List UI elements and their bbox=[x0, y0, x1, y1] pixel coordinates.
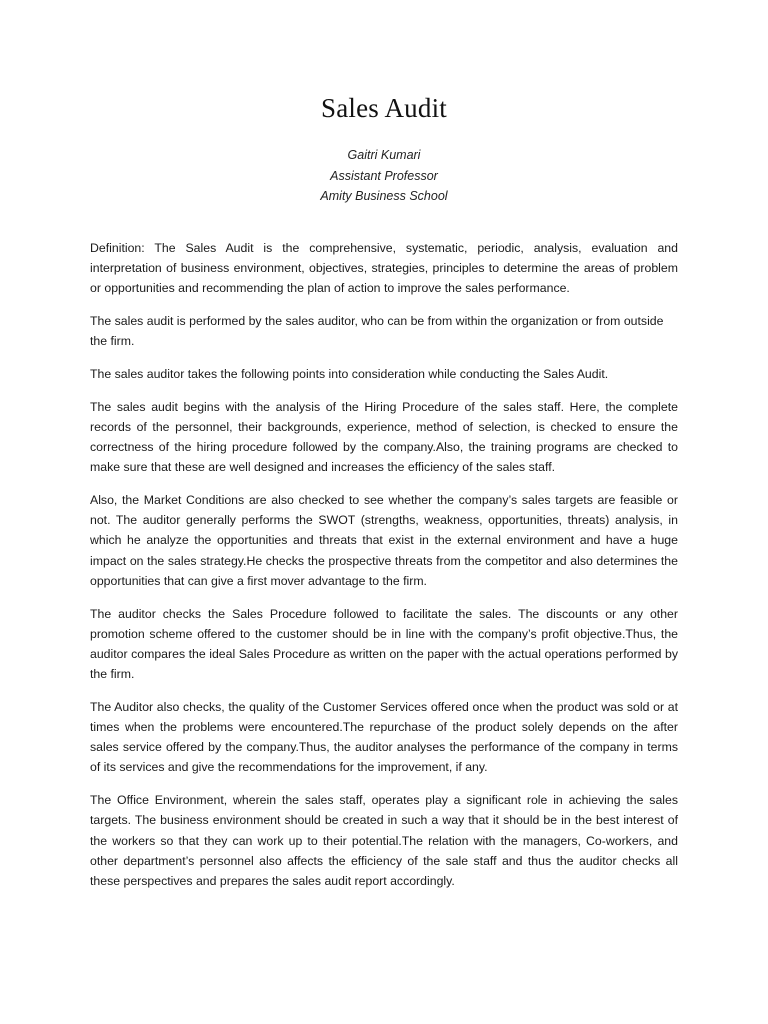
author-position: Assistant Professor bbox=[330, 168, 438, 183]
paragraph-hiring-procedure: The sales audit begins with the analysis of the Hiring Procedure of the sales staff. Here, the complete records of the personnel, their backgrounds, experience, method of selection, is checked to ensure the correctness of the hiring procedure followed by the company.Also, the training programs are checked to make sure that these are well designed and increases the efficiency of the sales staff. bbox=[90, 399, 678, 475]
paragraph-definition: Definition: The Sales Audit is the comprehensive, systematic, periodic, analysis, evaluation and interpretation of business environment, objectives, strategies, principles to determine the areas of problem or opportunities and recommending the plan of action to improve the sales performance. bbox=[90, 241, 678, 296]
paragraph-office-environment: The Office Environment, wherein the sales staff, operates play a significant role in achieving the sales targets. The business environment should be created in such a way that it should be in the best interest of the workers so that they can work up to their potential.The relation with the managers, Co-workers, and other department’s personnel also affects the efficiency of the sale staff and thus the auditor checks all these perspectives and prepares the sales audit report accordingly. bbox=[90, 793, 678, 888]
paragraph-market-conditions: Also, the Market Conditions are also checked to see whether the company’s sales targets are feasible or not. The auditor generally performs the SWOT (strengths, weakness, opportunities, threats) analysis, in which he analyze the opportunities and threats that exist in the external environment and have a huge impact on the sales strategy.He checks the prospective threats from the competitor and also determines the opportunities that can give a first mover advantage to the firm. bbox=[90, 493, 678, 588]
author-name: Gaitri Kumari bbox=[347, 148, 421, 162]
document-title: Sales Audit bbox=[321, 93, 447, 123]
document-body bbox=[90, 238, 678, 904]
paragraph-performed-by: The sales audit is performed by the sales auditor, who can be from within the organization or from outside the firm. bbox=[90, 314, 664, 349]
author-block bbox=[0, 145, 768, 207]
paragraph-customer-services: The Auditor also checks, the quality of the Customer Services offered once when the product was sold or at times when the problems were encountered.The repurchase of the product solely depends on the after sales service offered by the company.Thus, the auditor analyses the performance of the company in terms of its services and give the recommendations for the improvement, if any. bbox=[90, 699, 678, 775]
paragraph-considerations: The sales auditor takes the following points into consideration while conducting the Sales Audit. bbox=[90, 367, 609, 382]
author-institution: Amity Business School bbox=[320, 189, 448, 203]
paragraph-sales-procedure: The auditor checks the Sales Procedure followed to facilitate the sales. The discounts or any other promotion scheme offered to the customer should be in line with the company’s profit objective.Thus, the auditor compares the ideal Sales Procedure as written on the paper with the actual operations performed by the firm. bbox=[90, 606, 678, 682]
